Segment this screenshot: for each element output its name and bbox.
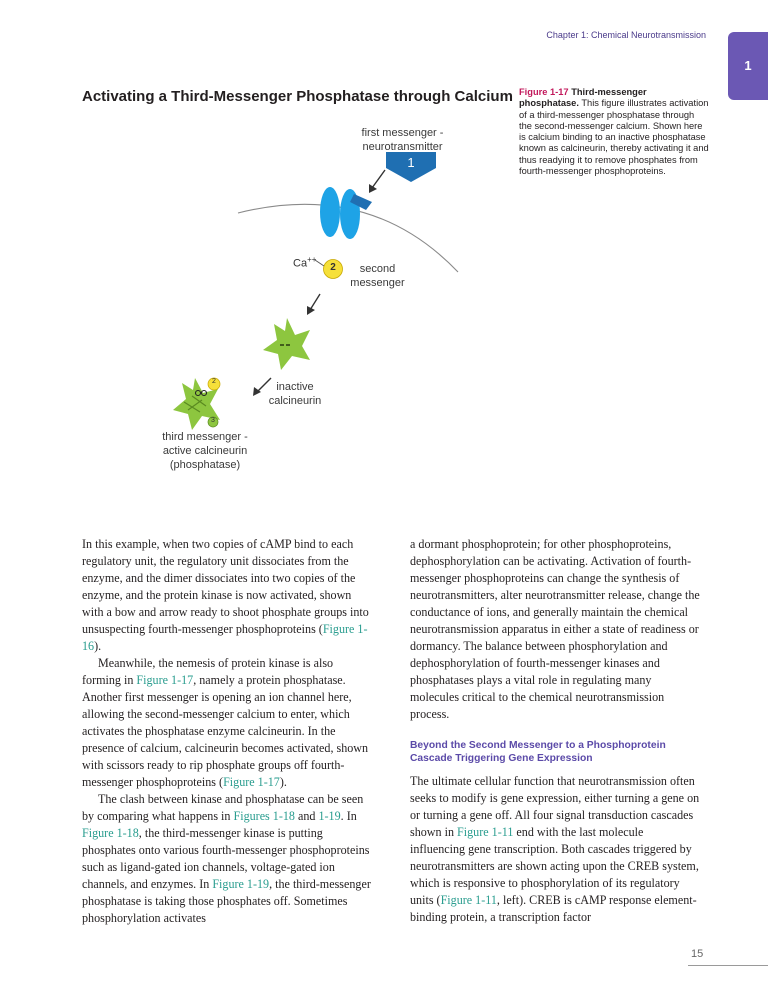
left-p2-a: Meanwhile, the nemesis of protein kinase is also forming in	[82, 656, 334, 687]
page-number: 15	[691, 948, 704, 960]
right-p2-c: , left). CREB is cAMP response element-binding protein, a transcription factor	[410, 893, 697, 924]
second-messenger-label	[345, 262, 410, 290]
left-p2-b: , namely a protein phosphatase. Another first messenger is opening an ion channel here, allowing the second-messenger calcium to enter, which activates the phosphatase enzyme calcineurin. In the presence of calcium, calcineurin becomes activated, shown with scissors ready to rip phosphate groups off fourth-messenger phosphoproteins (	[82, 673, 369, 789]
left-p1-text: In this example, when two copies of cAMP bind to each regulatory unit, the regulatory unit dissociates from the enzyme, and the dimer dissociates into two copies of the enzyme, and the protein kinase is now activated, shown with a bow and arrow ready to shoot phosphate groups into unsuspecting fourth-messenger phosphoproteins (	[82, 537, 369, 636]
figure-link[interactable]: Figure 1-11	[457, 825, 514, 839]
left-paragraph-3	[82, 791, 372, 927]
page-number-rule	[688, 965, 768, 966]
calcium-charge: ++	[307, 255, 317, 264]
figure-link[interactable]: Figure 1-11	[440, 893, 497, 907]
right-p2-b: end with the last molecule influencing gene transcription. Both cascades triggered by neurotransmitters are shown acting upon the CREB system, which is responsive to phosphorylation of its regulatory units (	[410, 825, 699, 907]
second-messenger-line1: second	[359, 263, 396, 275]
third-line2: active calcineurin	[162, 445, 248, 457]
figure-caption-label: Figure 1-17	[519, 87, 569, 97]
figure-link[interactable]: Figure 1-17	[136, 673, 194, 687]
first-messenger-line1: first messenger -	[361, 127, 444, 139]
active-marker-3: 3	[211, 417, 215, 424]
section-subheading: Beyond the Second Messenger to a Phosphoprotein Cascade Triggering Gene Expression	[410, 740, 666, 764]
calcium-label	[293, 255, 316, 270]
body-left-column	[82, 536, 372, 927]
ion-channel-left	[320, 187, 340, 237]
calcineurin-diagram	[140, 110, 520, 490]
inactive-calcineurin-label	[265, 380, 325, 408]
inactive-calcineurin-shape	[263, 318, 310, 370]
calcium-symbol: Ca	[293, 257, 308, 270]
figure-caption	[519, 87, 709, 177]
third-messenger-label	[140, 430, 270, 472]
third-line1: third messenger -	[162, 431, 248, 443]
right-paragraph-2	[410, 773, 700, 926]
left-p3-e: , the third-messenger phosphatase is taking those phosphates off. Sometimes phosphorylation activates	[82, 877, 371, 925]
figure-link[interactable]: 1-19	[318, 809, 341, 823]
body-right-column	[410, 536, 700, 926]
first-messenger-line2: neurotransmitter	[362, 141, 443, 153]
running-head: Chapter 1: Chemical Neurotransmission	[546, 30, 706, 40]
third-line3: (phosphatase)	[169, 459, 241, 471]
left-paragraph-1	[82, 536, 372, 655]
first-messenger-label	[340, 126, 465, 154]
figure-link[interactable]: Figures 1-18	[233, 809, 295, 823]
arrow-2	[310, 294, 320, 310]
left-p2-c: ).	[279, 775, 287, 789]
figure-link[interactable]: Figure 1-19	[212, 877, 270, 891]
left-p3-a: The clash between kinase and phosphatase can be seen by comparing what happens in	[82, 792, 364, 823]
second-messenger-line2: messenger	[350, 277, 405, 289]
active-marker-2: 2	[212, 378, 216, 385]
right-paragraph-1: a dormant phosphoprotein; for other phosphoproteins, dephosphorylation can be activating. Activation of fourth-messenger phosphoproteins can change the synthesis of neurotransmitters, alter neurotransmitter release, change the conductance of ions, and generally maintain the chemical neurotransmission apparatus in either a state of readiness or dormancy. The balance between phosphorylation and dephosphorylation of fourth-messenger kinases and phosphatases plays a vital role in regulating many molecules critical to the chemical neurotransmission process.	[410, 537, 700, 721]
figure-caption-text: This figure illustrates activation of a third-messenger phosphatase through the second-messenger calcium. Shown here is calcium binding to an inactive phosphatase known as calcineurin, thereby activating it and thus readying it to remove phosphates from fourth-messenger phosphoproteins.	[519, 98, 709, 177]
marker-1: 1	[407, 155, 415, 170]
left-p3-d: , the third-messenger kinase is putting phosphates onto various fourth-messenger phosphoproteins such as ligand-gated ion channels, voltage-gated ion channels, and enzymes. In	[82, 826, 370, 891]
inactive-line1: inactive	[276, 381, 314, 393]
left-p1-after: ).	[94, 639, 102, 653]
arrow-1	[372, 170, 385, 188]
marker-2: 2	[330, 262, 336, 273]
figure-caption-heading: Third-messenger phosphatase.	[519, 87, 647, 109]
figure-link[interactable]: Figure 1-18	[82, 826, 139, 840]
left-p3-b: and	[294, 809, 319, 823]
figure-title: Activating a Third-Messenger Phosphatase through Calcium	[82, 88, 513, 105]
figure-link[interactable]: Figure 1-16	[82, 622, 368, 653]
inactive-line2: calcineurin	[268, 395, 322, 407]
figure-link[interactable]: Figure 1-17	[223, 775, 280, 789]
left-paragraph-2	[82, 655, 372, 791]
left-p3-c: . In	[340, 809, 357, 823]
chapter-tab[interactable]: 1	[728, 32, 768, 100]
right-p2-a: The ultimate cellular function that neurotransmission often seeks to modify is gene expression, either turning a gene on or turning a gene off. All four signal transduction cascades shown in	[410, 774, 700, 839]
